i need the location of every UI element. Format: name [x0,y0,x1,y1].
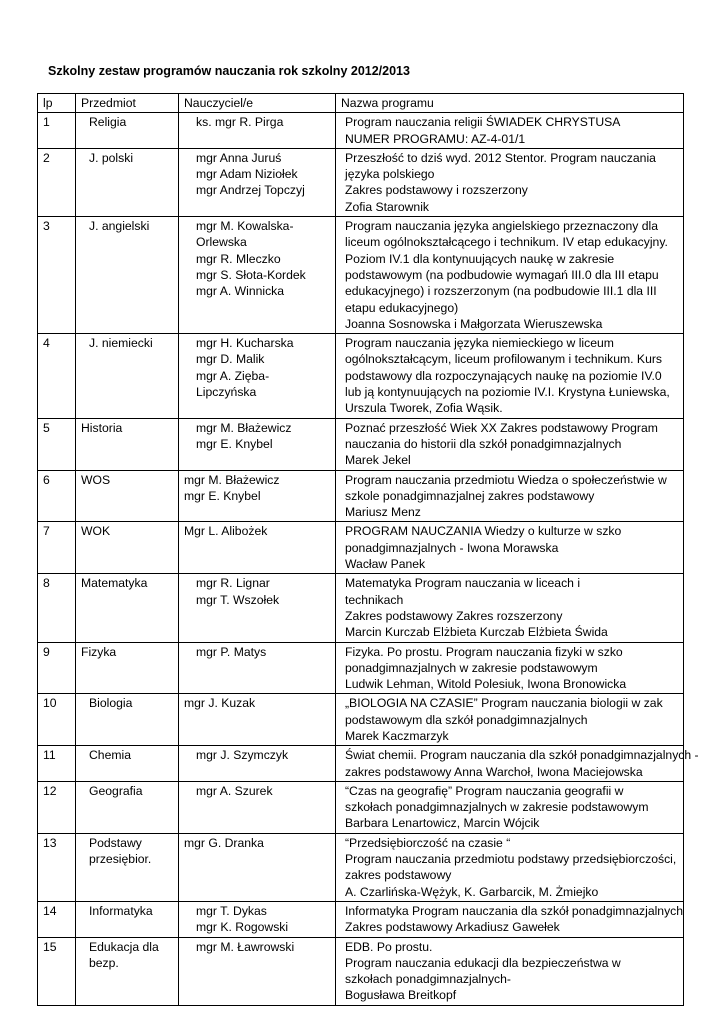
program-line: liceum ogólnokształcącego i technikum. IV etap edukacyjny. [345,235,668,250]
program-cell [336,937,684,1005]
program-line: Program nauczania religii ŚWIADEK CHRYSTUSA [345,115,621,130]
subject-name: J. niemiecki [89,336,153,351]
row-number: 1 [38,113,76,149]
row-number: 6 [38,470,76,522]
program-cell [336,113,684,149]
program-line: “Przedsiębiorczość na czasie “ [345,835,511,850]
program-cell [336,574,684,642]
program-line: Świat chemii. Program nauczania dla szkół ponadgimnazjalnych - [345,748,699,763]
program-line: Program nauczania przedmiotu Wiedza o społeczeństwie w [345,472,667,487]
program-line: ponadgimnazjalnych - Iwona Morawska [345,540,559,555]
program-line: języka polskiego [345,167,435,182]
teacher-cell [179,418,336,470]
column-header-teacher: Nauczyciel/e [179,94,336,113]
subject-cell [76,113,179,149]
program-line: nauczania do historii dla szkół ponadgimnazjalnych [345,436,622,451]
teacher-name: mgr D. Malik [196,352,265,367]
curriculum-table [37,93,699,1006]
program-line: podstawowym (na podbudowie wymagań III.0 dla III etapu [345,267,659,282]
row-number: 3 [38,217,76,334]
program-line: NUMER PROGRAMU: AZ-4-01/1 [345,131,526,146]
subject-cell [76,418,179,470]
row-number: 2 [38,148,76,216]
program-line: Wacław Panek [345,557,426,572]
program-line: edukacyjnego) i rozszerzonym (na podbudowie III.1 dla III [345,284,657,299]
row-number: 7 [38,522,76,574]
teacher-name: mgr J. Szymczyk [196,748,289,763]
subject-cell [76,217,179,334]
row-number: 8 [38,574,76,642]
teacher-name: mgr S. Słota-Kordek [196,267,306,282]
row-number: 14 [38,901,76,937]
table-row [38,937,684,1005]
subject-name: Geografia [89,783,143,798]
program-cell [336,694,684,746]
teacher-name: mgr T. Wszołek [196,592,280,607]
row-number: 5 [38,418,76,470]
program-line: lub ją kontynuujących na poziomie IV.I. Krystyna Łuniewska, [345,385,670,400]
teacher-name: mgr M. Błażewicz [184,472,280,487]
program-line: szkole ponadgimnazjalnej zakres podstawowy [345,488,595,503]
teacher-cell [179,937,336,1005]
program-cell [336,746,699,782]
subject-name: J. polski [89,150,134,165]
program-line: Zakres podstawowy Zakres rozszerzony [345,608,563,623]
row-number: 13 [38,833,76,901]
program-cell [336,148,684,216]
teacher-name: mgr J. Kuzak [184,696,256,711]
program-line: Fizyka. Po prostu. Program nauczania fizyki w szko [345,644,623,659]
program-line: Urszula Tworek, Zofia Wąsik. [345,401,503,416]
table-row [38,334,684,418]
teacher-name: Orlewska [196,235,247,250]
program-line: szkołach ponadgimnazjalnych- [345,972,511,987]
subject-cell [76,574,179,642]
program-line: Marcin Kurczab Elżbieta Kurczab Elżbieta Świda [345,625,608,640]
program-cell [336,470,684,522]
subject-cell [76,746,179,782]
document-title: Szkolny zestaw programów nauczania rok szkolny 2012/2013 [48,64,410,78]
subject-name: Fizyka [81,644,117,659]
table-row [38,746,684,782]
subject-cell [76,148,179,216]
program-line: Marek Kaczmarzyk [345,728,449,743]
program-line: „BIOLOGIA NA CZASIE” Program nauczania biologii w zak [345,696,663,711]
row-number: 11 [38,746,76,782]
program-line: Poznać przeszłość Wiek XX Zakres podstawowy Program [345,420,658,435]
subject-name: Historia [81,420,123,435]
teacher-name: mgr Anna Juruś [196,150,282,165]
program-line: Joanna Sosnowska i Małgorzata Wieruszewska [345,316,603,331]
teacher-name: mgr M. Błażewicz [196,420,292,435]
program-line: Marek Jekel [345,453,411,468]
table-row [38,642,684,694]
teacher-name: mgr A. Zięba- [196,368,270,383]
teacher-name: Mgr L. Alibożek [184,524,268,539]
program-line: Mariusz Menz [345,505,421,520]
teacher-name: mgr G. Dranka [184,835,264,850]
subject-name: Podstawy przesiębior. [89,835,152,867]
subject-name: Edukacja dla bezp. [89,939,159,970]
teacher-cell [179,522,336,574]
row-number: 9 [38,642,76,694]
program-line: Zakres podstawowy i rozszerzony [345,183,528,198]
subject-name: WOK [81,524,111,539]
subject-name: Biologia [89,696,133,711]
teacher-name: mgr P. Matys [196,644,267,659]
teacher-name: mgr E. Knybel [196,436,273,451]
program-cell [336,334,684,418]
program-line: EDB. Po prostu. [345,939,433,954]
column-header-program: Nazwa programu [336,94,684,113]
teacher-cell [179,901,336,937]
program-cell [336,642,684,694]
program-line: etapu edukacyjnego) [345,300,459,315]
teacher-name: mgr Andrzej Topczyj [196,183,305,198]
subject-cell [76,901,179,937]
program-cell [336,217,684,334]
program-line: Program nauczania przedmiotu podstawy przedsiębiorczości, [345,852,677,867]
subject-cell [76,522,179,574]
table-row [38,148,684,216]
teacher-cell [179,746,336,782]
teacher-name: mgr M. Ławrowski [196,939,295,954]
program-line: podstawowy dla rozpoczynających naukę na poziomie IV.0 [345,368,662,383]
table-row [38,694,684,746]
teacher-cell [179,217,336,334]
program-line: zakres podstawowy [345,868,452,883]
row-number: 4 [38,334,76,418]
subject-cell [76,833,179,901]
program-line: Barbara Lenartowicz, Marcin Wójcik [345,816,540,831]
table-row [38,113,684,149]
program-cell [336,781,684,833]
subject-cell [76,334,179,418]
subject-cell [76,694,179,746]
teacher-name: ks. mgr R. Pirga [196,115,284,130]
program-line: zakres podstawowy Anna Warchoł, Iwona Maciejowska [345,764,643,779]
program-cell [336,522,684,574]
teacher-cell [179,833,336,901]
program-line: Ludwik Lehman, Witold Polesiuk, Iwona Bronowicka [345,677,627,692]
program-cell [336,418,684,470]
row-number: 10 [38,694,76,746]
program-line: Przeszłość to dziś wyd. 2012 Stentor. Program nauczania [345,150,656,165]
program-line: Matematyka Program nauczania w liceach i [345,576,581,591]
column-header-subject: Przedmiot [76,94,179,113]
program-line: podstawowym dla szkół ponadgimnazjalnych [345,712,588,727]
subject-cell [76,642,179,694]
subject-cell [76,781,179,833]
table-row [38,833,684,901]
table-row [38,217,684,334]
teacher-name: mgr A. Szurek [196,783,273,798]
program-line: Informatyka Program nauczania dla szkół ponadgimnazjalnych [345,903,684,918]
teacher-name: mgr Adam Niziołek [196,167,298,182]
teacher-name: mgr E. Knybel [184,488,261,503]
table-row [38,470,684,522]
program-cell [336,901,684,937]
table-body [38,113,699,1005]
table-row [38,418,684,470]
subject-name: WOS [81,472,111,487]
program-line: PROGRAM NAUCZANIA Wiedzy o kulturze w szko [345,524,622,539]
teacher-cell [179,113,336,149]
row-number: 12 [38,781,76,833]
program-line: Bogusława Breitkopf [345,988,457,1003]
subject-cell [76,470,179,522]
subject-name: Religia [89,115,127,130]
teacher-name: mgr R. Mleczko [196,251,281,266]
subject-cell [76,937,179,1005]
teacher-name: Lipczyńska [196,385,257,400]
teacher-cell [179,694,336,746]
table-row [38,901,684,937]
teacher-name: mgr K. Rogowski [196,920,289,935]
teacher-cell [179,148,336,216]
program-line: Program nauczania języka angielskiego przeznaczony dla [345,219,658,234]
subject-name: Matematyka [81,576,148,591]
program-line: technikach [345,592,404,607]
program-line: ogólnokształcącym, liceum profilowanym i technikum. Kurs [345,352,662,367]
row-number: 15 [38,937,76,1005]
teacher-name: mgr M. Kowalska- [196,219,294,234]
teacher-name: mgr R. Lignar [196,576,270,591]
table-row [38,522,684,574]
subject-name: Chemia [89,748,131,763]
teacher-cell [179,574,336,642]
teacher-name: mgr H. Kucharska [196,336,294,351]
program-line: Zakres podstawowy Arkadiusz Gawełek [345,920,560,935]
program-cell [336,833,684,901]
table-header-row [38,94,684,113]
table-row [38,781,684,833]
subject-name: J. angielski [89,219,150,234]
teacher-cell [179,642,336,694]
column-header-lp: lp [38,94,76,113]
teacher-cell [179,470,336,522]
program-line: szkołach ponadgimnazjalnych w zakresie podstawowym [345,800,649,815]
table-row [38,574,684,642]
teacher-cell [179,781,336,833]
teacher-name: mgr T. Dykas [196,903,267,918]
program-line: Zofia Starownik [345,199,429,214]
program-line: “Czas na geografię” Program nauczania geografii w [345,783,624,798]
program-line: A. Czarlińska-Wężyk, K. Garbarcik, M. Żmiejko [345,884,599,899]
teacher-name: mgr A. Winnicka [196,284,285,299]
subject-name: Informatyka [89,903,153,918]
program-line: Program nauczania edukacji dla bezpieczeństwa w [345,955,621,970]
program-line: Program nauczania języka niemieckiego w liceum [345,336,614,351]
program-line: Poziom IV.1 dla kontynuujących naukę w zakresie [345,251,615,266]
teacher-cell [179,334,336,418]
program-line: ponadgimnazjalnych w zakresie podstawowym [345,660,598,675]
